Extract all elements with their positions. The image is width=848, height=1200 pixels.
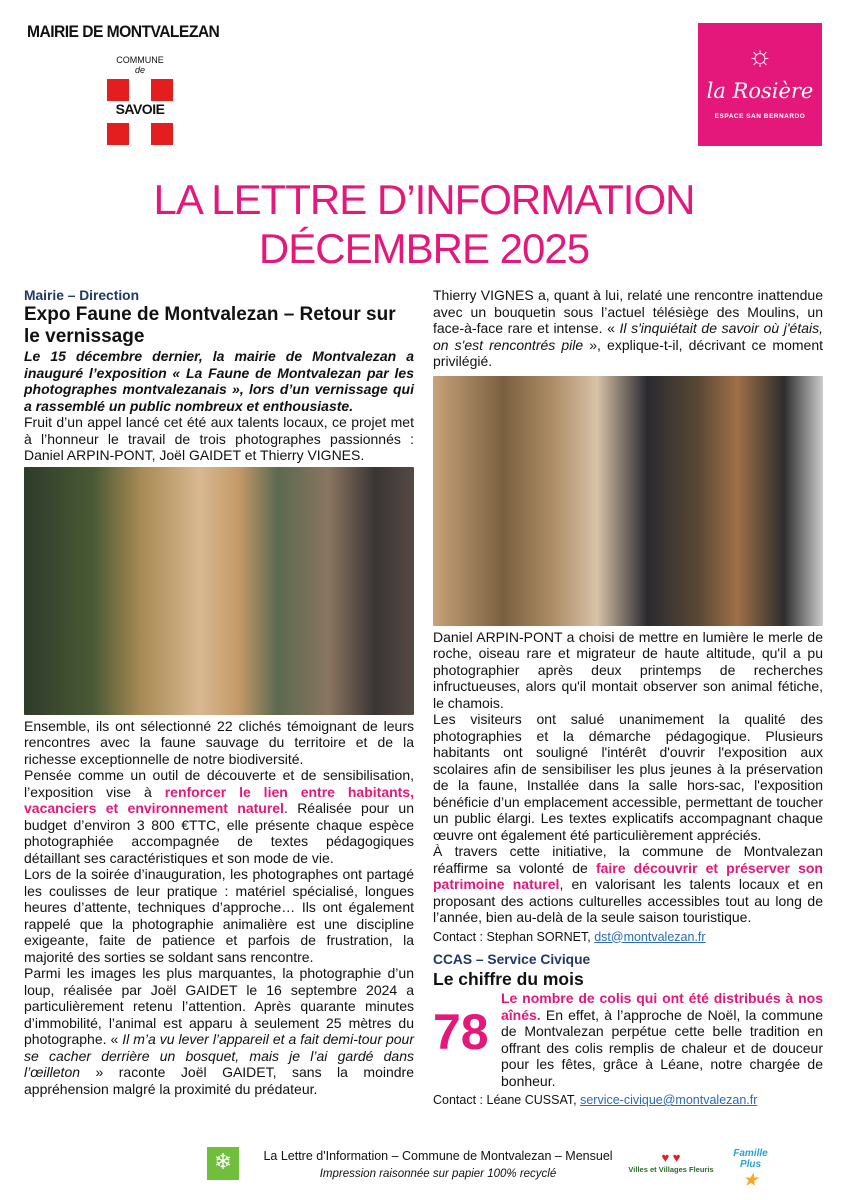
title-line1: LA LETTRE D’INFORMATION bbox=[153, 176, 695, 223]
text: » raconte Joël GAIDET, sans la moindre appréhension malgré la proximité du prédateur. bbox=[24, 1064, 414, 1097]
paragraph: Ensemble, ils ont sélectionné 22 clichés témoignant de leurs rencontres avec la faune sauvage du territoire et de la richesse exceptionnelle de notre biodiversité. bbox=[24, 717, 414, 767]
rosiere-sub: ESPACE SAN BERNARDO bbox=[714, 113, 806, 120]
heart-icons: ♥ ♥ bbox=[661, 1150, 681, 1165]
paragraph: Lors de la soirée d’inauguration, les photographes ont partagé les coulisses de leur pratique : matériel spécialisé, longues heures d’attente, techniques d’approche… Ils ont également rappelé que la photographie animalière est une discipline exigeante, faite de patience et parfois de frustration, la majorité des sorties se soldant sans rencontre. bbox=[24, 866, 414, 965]
savoie-name: SAVOIE bbox=[115, 101, 165, 117]
text: Thierry VIGNES a, quant à lui, relaté une rencontre inattendue avec un bouquetin sous l’actuel télésiège des Moulins, un face-à-face rare et intense. « bbox=[433, 287, 823, 336]
contact-label: Contact : Léane CUSSAT, bbox=[433, 1093, 581, 1107]
paragraph bbox=[24, 767, 414, 866]
text: », explique-t-il, décrivant ce moment privilégié. bbox=[433, 336, 824, 369]
paragraph bbox=[433, 843, 823, 926]
ccas-contact bbox=[433, 1092, 823, 1109]
exhibition-photo-deer bbox=[24, 467, 414, 715]
paragraph: Fruit d’un appel lancé cet été aux talents locaux, ce projet met à l’honneur le travail de trois photographes passionnés : Daniel ARPIN-PONT, Joël GAIDET et Thierry VIGNES. bbox=[24, 414, 414, 463]
right-column bbox=[433, 287, 823, 1109]
footer-line2: Impression raisonnée sur papier 100% recyclé bbox=[319, 1168, 557, 1180]
rosiere-name: la Rosière bbox=[706, 79, 814, 103]
paragraph bbox=[433, 287, 823, 370]
text: , en valorisant les talents locaux et en proposant des actions culturelles accessibles tout au long de l’année, bien au-delà de la seule saison touristique. bbox=[433, 876, 823, 925]
chiffre-block bbox=[433, 990, 823, 1089]
famille-plus-logo bbox=[728, 1148, 773, 1190]
quote: Il s'inquiétait de savoir où j'étais, on s'est rencontrés pile bbox=[433, 320, 823, 353]
snowflake-label-logo: ❄ bbox=[207, 1147, 239, 1180]
famille-label: Famille Plus bbox=[733, 1148, 768, 1170]
article-heading: Expo Faune de Montvalezan – Retour sur le vernissage bbox=[24, 304, 396, 347]
paragraph: Daniel ARPIN-PONT a choisi de mettre en lumière le merle de roche, oiseau rare et migrateur de haute altitude, qu'il a pu photographier après deux printemps de recherches infructueuses, alors qu'il montait observer son animal fétiche, le chamois. bbox=[433, 628, 823, 711]
contact bbox=[433, 929, 823, 946]
savoie-logo bbox=[105, 55, 175, 147]
footer bbox=[258, 1148, 618, 1183]
section-label: Mairie – Direction bbox=[24, 288, 140, 303]
villes-label: Villes et Villages Fleuris bbox=[628, 1165, 714, 1174]
title-line2: DÉCEMBRE 2025 bbox=[258, 225, 590, 272]
ccas-heading: Le chiffre du mois bbox=[433, 969, 584, 989]
star-icon: ★ bbox=[743, 1172, 758, 1189]
text: À travers cette initiative, la commune de Montvalezan réaffirme sa volonté de bbox=[433, 843, 823, 876]
highlight: renforcer le lien entre habitants, vacanciers et environnement naturel bbox=[24, 783, 414, 816]
ccas-email-link[interactable]: service-civique@montvalezan.fr bbox=[580, 1093, 758, 1107]
la-rosiere-logo bbox=[698, 23, 822, 146]
article-lede: Le 15 décembre dernier, la mairie de Montvalezan a inauguré l’exposition « La Faune de Montvalezan par les photographes montvalezanais », lors d’un vernissage qui a rassemblé un public nombreux et enthousiaste. bbox=[24, 348, 414, 414]
text: Pensée comme un outil de découverte et de sensibilisation, l’exposition vise à bbox=[24, 767, 414, 800]
paragraph: Les visiteurs ont salué unanimement la qualité des photographies et la démarche pédagogique. Plusieurs habitants ont souligné l'intérêt d'ouvrir l'exposition aux scolaires afin de sensibiliser les plus jeunes à la préservation de la faune, Installée dans la salle hors-sac, l'exposition bénéficie d’un emplacement accessible, permettant de toucher un public élargi. Les textes explicatifs accompagnant chaque œuvre ont également été particulièrement appréciés. bbox=[433, 711, 823, 843]
text: En effet, à l’approche de Noël, la commune de Montvalezan perpétue cette belle tradition en offrant des colis remplis de chaleur et de douceur pour les fêtes, grâce à Léane, notre chargée de bonheur. bbox=[501, 1006, 823, 1089]
text: Parmi les images les plus marquantes, la photographie d’un loup, réalisée par Joël GAIDET le 16 septembre 2024 a particulièrement retenu l’attention. Après quarante minutes d’immobilité, l’animal est apparu à seulement 25 mètres du photographe. « bbox=[24, 965, 414, 1047]
quote: Il m’a vu lever l’appareil et a fait demi-tour pour se cacher derrière un bosquet, mais je l’ai gardé dans l’œilleton bbox=[24, 1031, 414, 1080]
ccas-section-label: CCAS – Service Civique bbox=[433, 952, 591, 967]
highlight: faire découvrir et préserver son patrimoine naturel bbox=[433, 859, 823, 892]
exhibition-photo-visitors bbox=[433, 376, 823, 626]
newsletter-title bbox=[0, 175, 848, 273]
mairie-logo-text: MAIRIE DE MONTVALEZAN bbox=[27, 22, 220, 41]
savoie-commune: COMMUNE bbox=[116, 55, 164, 65]
villes-fleuris-logo bbox=[626, 1150, 716, 1174]
savoie-de: de bbox=[134, 65, 145, 75]
left-column bbox=[24, 287, 414, 1097]
contact-label: Contact : Stephan SORNET, bbox=[433, 929, 595, 944]
footer-line1: La Lettre d'Information – Commune de Montvalezan – Mensuel bbox=[263, 1149, 613, 1163]
text: . Réalisée pour un budget d’environ 3 800 €TTC, elle présente chaque espèce photographiée accompagnée de textes pédagogiques détaillant ses caractéristiques et son mode de vie. bbox=[24, 800, 414, 866]
sun-icon: ☼ bbox=[747, 40, 773, 71]
chiffre-number: 78 bbox=[433, 1004, 489, 1060]
highlight: Le nombre de colis qui ont été distribués à nos aînés. bbox=[501, 990, 823, 1023]
paragraph bbox=[24, 965, 414, 1097]
contact-email-link[interactable]: dst@montvalezan.fr bbox=[594, 929, 706, 944]
